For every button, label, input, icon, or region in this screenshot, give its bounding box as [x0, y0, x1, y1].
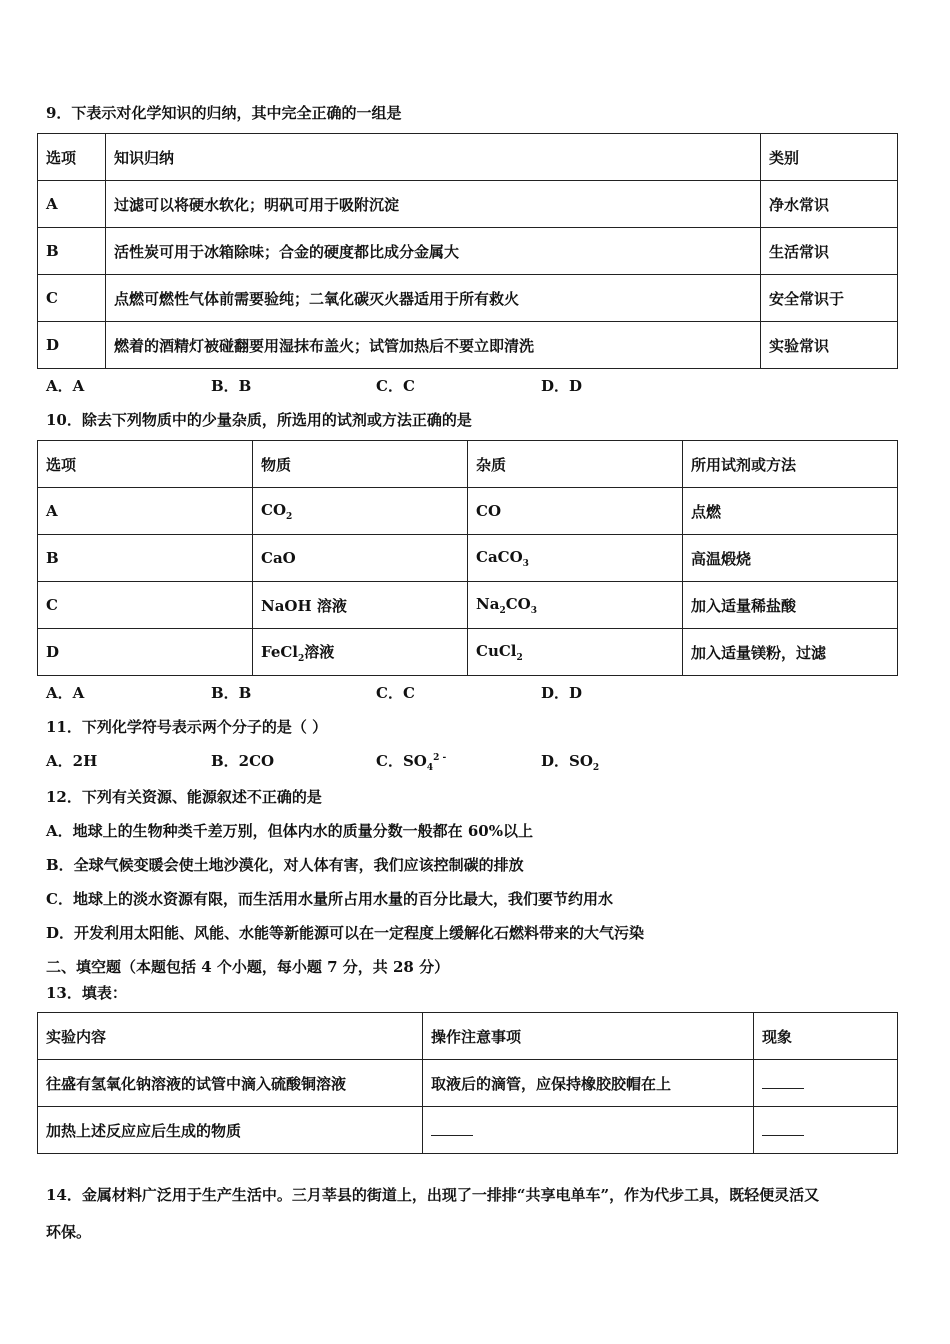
subscript: 2: [516, 652, 523, 663]
subscript: 2: [286, 511, 293, 522]
superscript: 2 -: [433, 753, 447, 763]
table-cell: 高温煅烧: [683, 535, 898, 582]
q12-option-a: A．地球上的生物种类千差万别，但体内水的质量分数一般都在 60%以上: [46, 822, 533, 840]
table-cell: [423, 1107, 754, 1154]
table-row: [38, 1060, 898, 1107]
q14-line-2: 环保。: [46, 1223, 92, 1241]
header-cell: 实验内容: [38, 1013, 423, 1060]
table-cell: 点燃可燃性气体前需要验纯；二氧化碳灭火器适用于所有救火: [106, 275, 761, 322]
table-cell: D: [38, 629, 253, 676]
table-cell: [253, 582, 468, 629]
q9-options: [46, 375, 706, 396]
table-row: [38, 488, 898, 535]
q13-title: 13．填表：: [46, 984, 127, 1002]
subscript: 2: [592, 763, 600, 773]
q12-option-c: C．地球上的淡水资源有限，而生活用水量所占用水量的百分比最大，我们要节约用水: [46, 890, 613, 908]
table-cell: 实验常识: [761, 322, 898, 369]
option-b: B．B: [211, 377, 252, 395]
table-cell: [468, 582, 683, 629]
subscript: 2: [499, 605, 506, 616]
table-cell: [253, 629, 468, 676]
answer-blank[interactable]: [431, 1121, 473, 1136]
formula: CO: [476, 502, 502, 520]
subscript: 2: [298, 653, 305, 664]
table-cell: 生活常识: [761, 228, 898, 275]
table-cell: 净水常识: [761, 181, 898, 228]
header-cell: 现象: [754, 1013, 898, 1060]
header-cell: 选项: [38, 441, 253, 488]
table-cell: 燃着的酒精灯被碰翻要用湿抹布盖火；试管加热后不要立即清洗: [106, 322, 761, 369]
option-d: D．D: [541, 684, 583, 702]
q10-table: [37, 440, 898, 676]
table-cell: C: [38, 582, 253, 629]
option-c-text: C．SO: [376, 752, 427, 770]
table-cell: 取液后的滴管，应保持橡胶胶帽在上: [423, 1060, 754, 1107]
q11-title: 11．下列化学符号表示两个分子的是（ ）: [46, 718, 328, 736]
table-cell: 安全常识于: [761, 275, 898, 322]
formula: CaO: [261, 549, 296, 567]
option-b: B．2CO: [211, 752, 275, 770]
table-row: [38, 228, 898, 275]
table-header-row: [38, 134, 898, 181]
table-cell: [754, 1107, 898, 1154]
subscript: 3: [530, 605, 537, 616]
formula: NaOH 溶液: [261, 596, 347, 615]
header-cell: 选项: [38, 134, 106, 181]
table-cell: A: [38, 488, 253, 535]
option-d-text: D．SO: [541, 752, 593, 770]
table-cell: 点燃: [683, 488, 898, 535]
formula: CO: [261, 500, 287, 519]
option-c: [376, 750, 541, 773]
table-row: [38, 535, 898, 582]
subscript: 4: [426, 763, 434, 773]
table-row: [38, 322, 898, 369]
formula: CaCO: [476, 547, 523, 566]
table-row: [38, 629, 898, 676]
formula: Na: [476, 594, 500, 613]
table-cell: B: [38, 535, 253, 582]
header-cell: 类别: [761, 134, 898, 181]
table-cell: [253, 535, 468, 582]
q14-line-1: 14．金属材料广泛用于生产生活中。三月莘县的街道上，出现了一排排“共享电单车”，作为代步工具，既轻便灵活又: [46, 1186, 820, 1204]
table-cell: 加热上述反应应后生成的物质: [38, 1107, 423, 1154]
option-a: A．A: [46, 377, 85, 395]
table-cell: [468, 535, 683, 582]
option-b: B．B: [211, 684, 252, 702]
option-d: D．D: [541, 377, 583, 395]
table-header-row: [38, 441, 898, 488]
table-row: [38, 582, 898, 629]
table-cell: [468, 488, 683, 535]
table-cell: D: [38, 322, 106, 369]
table-cell: [754, 1060, 898, 1107]
q12-option-b: B．全球气候变暖会使土地沙漠化，对人体有害，我们应该控制碳的排放: [46, 856, 524, 874]
formula-tail: 溶液: [304, 642, 335, 661]
table-row: [38, 275, 898, 322]
q10-options: [46, 682, 706, 703]
header-cell: 物质: [253, 441, 468, 488]
header-cell: 操作注意事项: [423, 1013, 754, 1060]
table-row: [38, 1107, 898, 1154]
answer-blank[interactable]: [762, 1074, 804, 1089]
table-cell: 活性炭可用于冰箱除味；合金的硬度都比成分金属大: [106, 228, 761, 275]
option-a: A．A: [46, 684, 85, 702]
q12-option-d: D．开发利用太阳能、风能、水能等新能源可以在一定程度上缓解化石燃料带来的大气污染: [46, 924, 645, 942]
table-cell: 往盛有氢氧化钠溶液的试管中滴入硫酸铜溶液: [38, 1060, 423, 1107]
table-cell: [468, 629, 683, 676]
q11-options: [46, 750, 706, 773]
q13-table: [37, 1012, 898, 1154]
table-cell: 加入适量镁粉，过滤: [683, 629, 898, 676]
table-cell: C: [38, 275, 106, 322]
header-cell: 知识归纳: [106, 134, 761, 181]
answer-blank[interactable]: [762, 1121, 804, 1136]
table-header-row: [38, 1013, 898, 1060]
formula: CO: [505, 594, 531, 613]
table-cell: 过滤可以将硬水软化；明矾可用于吸附沉淀: [106, 181, 761, 228]
table-row: [38, 181, 898, 228]
q9-title: 9．下表示对化学知识的归纳，其中完全正确的一组是: [46, 104, 402, 122]
section-heading: 二、填空题（本题包括 4 个小题，每小题 7 分，共 28 分）: [46, 958, 450, 976]
option-c: C．C: [376, 377, 415, 395]
q9-table: [37, 133, 898, 369]
formula: CuCl: [476, 641, 517, 660]
header-cell: 所用试剂或方法: [683, 441, 898, 488]
table-cell: 加入适量稀盐酸: [683, 582, 898, 629]
q12-title: 12．下列有关资源、能源叙述不正确的是: [46, 788, 322, 806]
table-cell: B: [38, 228, 106, 275]
option-a: A．2H: [46, 752, 98, 770]
table-cell: A: [38, 181, 106, 228]
table-cell: [253, 488, 468, 535]
q10-title: 10．除去下列物质中的少量杂质，所选用的试剂或方法正确的是: [46, 411, 472, 429]
subscript: 3: [522, 558, 529, 569]
option-d: [541, 750, 706, 773]
option-c: C．C: [376, 684, 415, 702]
formula: FeCl: [261, 642, 299, 661]
header-cell: 杂质: [468, 441, 683, 488]
